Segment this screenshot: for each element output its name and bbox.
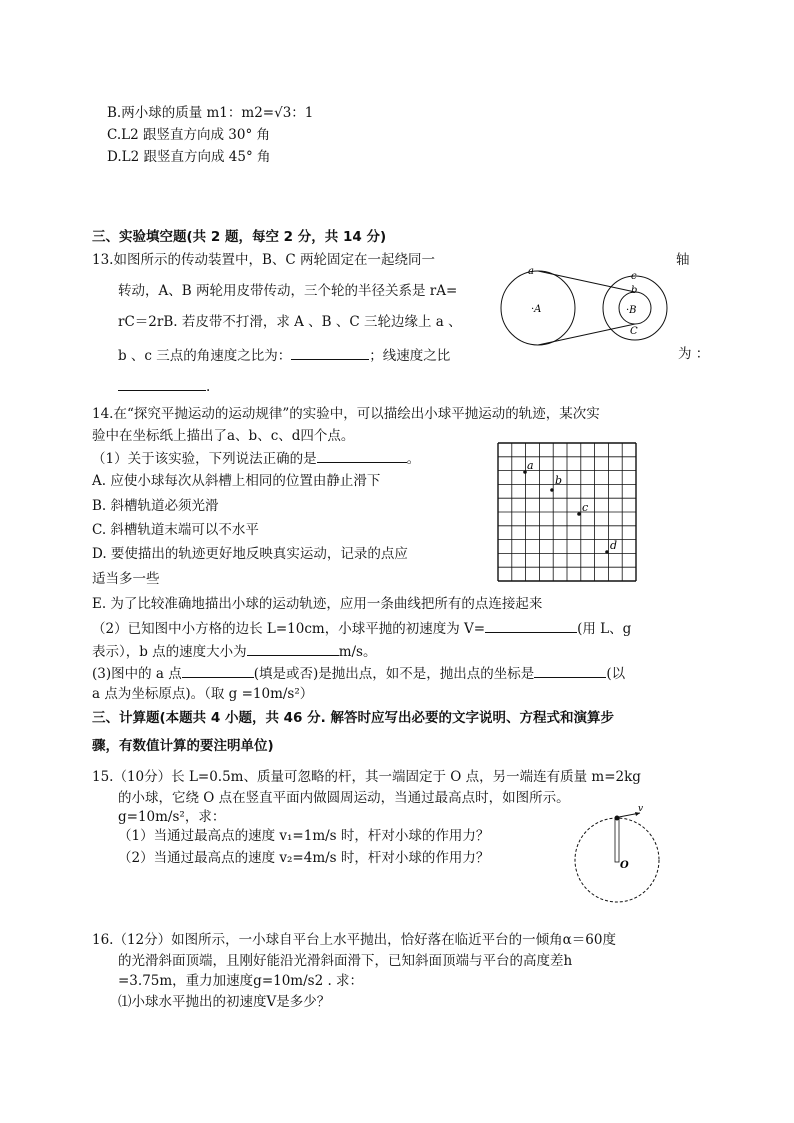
q13-line4-end: 为 ： xyxy=(678,346,710,362)
coordinate-grid-figure xyxy=(497,442,637,582)
q13-line2: 转动，A、B 两轮用皮带传动，三个轮的半径关系是 rA= xyxy=(118,283,458,299)
q13-line1-end: 轴 xyxy=(676,252,690,268)
label-b: b xyxy=(631,285,638,296)
q14-sub2: （2）已知图中小方格的边长 L=10cm，小球平抛的初速度为 V= (用 L、g xyxy=(92,618,631,638)
q15-line2: 的小球，它绕 O 点在竖直平面内做圆周运动，当通过最高点时，如图所示。 xyxy=(118,790,570,806)
q13-line4 xyxy=(118,345,450,365)
q15-line3: g=10m/s²，求： xyxy=(118,809,226,825)
option-d: D.L2 跟竖直方向成 45° 角 xyxy=(107,149,271,165)
q15-sub2: （2）当通过最高点的速度 v₂=4m/s 时，杆对小球的作用力？ xyxy=(118,850,490,866)
q14-coord-blank[interactable] xyxy=(534,663,606,678)
q13-angular-text: b 、c 三点的角速度之比为： xyxy=(118,348,292,364)
point-b xyxy=(550,488,554,492)
point-c xyxy=(577,512,581,516)
q13-linear-blank[interactable] xyxy=(118,376,206,391)
q13-angular-blank[interactable] xyxy=(291,345,369,360)
q16-sub1: ⑴小球水平抛出的初速度V是多少？ xyxy=(118,994,331,1010)
q14-option-e: E. 为了比较准确地描出小球的运动轨迹，应用一条曲线把所有的点连接起来 xyxy=(92,596,543,612)
label-O: O xyxy=(620,860,629,871)
option-b: B.两小球的质量 m1：m2=√3：1 xyxy=(107,105,314,121)
section-heading-calc: 三、计算题(本题共 4 小题，共 46 分. 解答时应写出必要的文字说明、方程式和演算步 xyxy=(92,710,614,726)
q14-option-d-cont: 适当多一些 xyxy=(92,571,160,587)
belt-top xyxy=(538,271,635,292)
belt-drive-figure xyxy=(495,262,665,372)
q14-throw-point-blank[interactable] xyxy=(182,663,254,678)
grid-label-d: d xyxy=(610,539,618,552)
q14-sub1: （1）关于该实验，下列说法正确的是 。 xyxy=(92,448,420,468)
grid-label-b: b xyxy=(555,474,563,487)
point-d xyxy=(605,550,609,554)
belt-bottom xyxy=(538,324,635,345)
q14-option-a: A. 应使小球每次从斜槽上相同的位置由静止滑下 xyxy=(92,473,381,489)
label-B: ·B xyxy=(626,305,637,316)
option-c: C.L2 跟竖直方向成 30° 角 xyxy=(107,127,270,143)
q16-line2: 的光滑斜面顶端，且刚好能沿光滑斜面滑下，已知斜面顶端与平台的高度差h xyxy=(118,953,573,969)
rod-circle-figure xyxy=(572,806,672,906)
label-a: a xyxy=(528,266,534,277)
q15-line1: 15.（10分）长 L=0.5m、质量可忽略的杆，其一端固定于 O 点，另一端连有质量 m=2kg xyxy=(92,769,641,785)
q14-velocity-blank[interactable] xyxy=(485,618,577,633)
q14-sub2-cont: 表示），b 点的速度大小为 m/s。 xyxy=(92,641,376,661)
q13-linear-text: ；线速度之比 xyxy=(369,348,451,364)
grid-label-a: a xyxy=(527,459,534,472)
label-A: ·A xyxy=(531,304,542,315)
q16-line3: =3.75m，重力加速度g=10m/s2 . 求： xyxy=(118,973,364,989)
q14-option-c: C. 斜槽轨道末端可以不水平 xyxy=(92,522,259,538)
label-v: v xyxy=(638,804,644,814)
ball xyxy=(615,816,620,821)
rod xyxy=(615,818,619,862)
q14-line2: 验中在坐标纸上描出了a、b、c、d四个点。 xyxy=(92,428,355,444)
q16-line1: 16.（12分）如图所示，一小球自平台上水平抛出，恰好落在临近平台的一倾角α＝60度 xyxy=(92,932,616,948)
q14-option-b: B. 斜槽轨道必须光滑 xyxy=(92,498,219,514)
q14-sub1-blank[interactable] xyxy=(317,448,407,463)
q14-b-speed-blank[interactable] xyxy=(247,641,339,656)
label-C: C xyxy=(630,326,638,337)
q13-line3: rC＝2rB. 若皮带不打滑，求 A 、B 、C 三轮边缘上 a 、 xyxy=(118,314,462,330)
q13-line1: 13.如图所示的传动装置中，B、C 两轮固定在一起绕同一 xyxy=(92,252,436,268)
q14-option-d: D. 要使描出的轨迹更好地反映真实运动，记录的点应 xyxy=(92,546,408,562)
section-heading-calc-cont: 骤，有数值计算的要注明单位) xyxy=(92,738,274,754)
q14-sub3-cont: a 点为坐标原点)。（取 g =10m/s²） xyxy=(92,686,314,702)
q14-line1: 14.在“探究平抛运动的运动规律”的实验中，可以描绘出小球平抛运动的轨迹，某次实 xyxy=(92,406,600,422)
grid-label-c: c xyxy=(582,501,589,514)
q15-sub1: （1）当通过最高点的速度 v₁=1m/s 时，杆对小球的作用力？ xyxy=(118,828,490,844)
q14-sub3: (3)图中的 a 点 (填是或否)是抛出点，如不是，抛出点的坐标是 (以 xyxy=(92,663,625,683)
section-heading-experiment: 三、实验填空题(共 2 题，每空 2 分，共 14 分) xyxy=(92,229,387,245)
label-c: c xyxy=(631,271,637,282)
q13-line5: . xyxy=(118,376,210,396)
